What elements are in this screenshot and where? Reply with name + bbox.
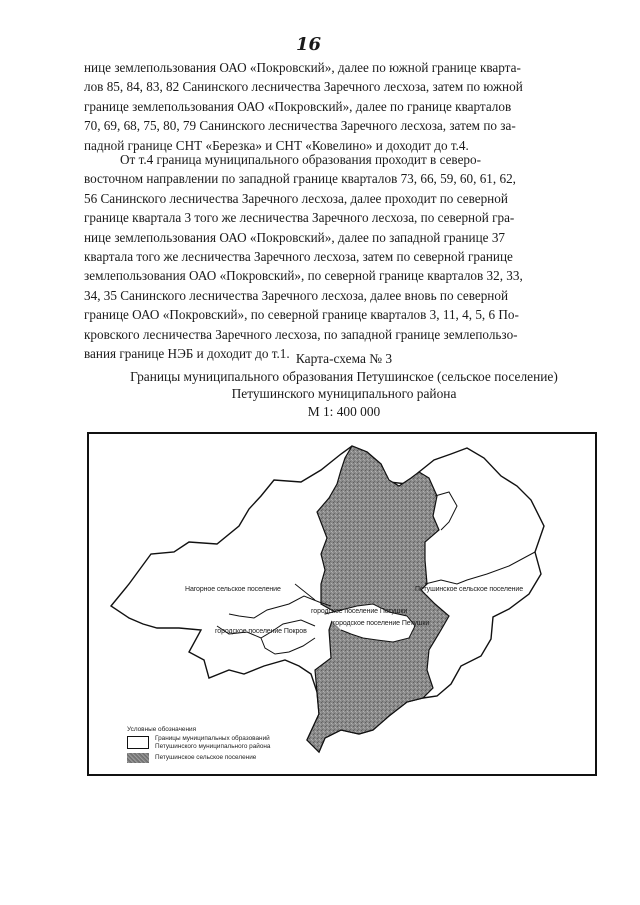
text-line: падной границе СНТ «Березка» и СНТ «Ковелино» и доходит до т.4.	[84, 137, 469, 153]
label-gorod-pokrov: городское поселение Покров	[215, 628, 307, 635]
legend-swatch-petushinskoe	[127, 753, 149, 763]
text-line: границе ОАО «Покровский», по северной границе кварталов 3, 11, 4, 5, 6 По-	[84, 307, 519, 323]
caption-subtitle: Границы муниципального образования Петушинское (сельское поселение)	[130, 368, 558, 384]
legend-boundary-label-1: Границы муниципальных образований	[155, 735, 270, 742]
caption-title: Карта-схема № 3	[295, 351, 393, 366]
text-line: 34, 35 Санинского лесничества Заречного лесхоза, далее вновь по северной	[84, 287, 509, 303]
map-drawing	[89, 434, 595, 774]
label-nagornoe: Нагорное сельское поселение	[185, 586, 281, 593]
text-line: От т.4 граница муниципального образования проходит в северо-	[120, 152, 482, 167]
text-line: кровского лесничества Заречного лесхоза, по западной границе землепользо-	[84, 326, 518, 342]
caption-scale: М 1: 400 000	[307, 403, 381, 419]
label-petushinskoe: Петушинское сельское поселение	[415, 586, 523, 593]
text-line: 70, 69, 68, 75, 80, 79 Санинского лесничества Заречного лесхоза, затем по за-	[84, 118, 516, 134]
text-line: лов 85, 84, 83, 82 Санинского лесничества Заречного лесхоза, затем по южной	[84, 79, 523, 95]
label-gorod-petushki-top: городское поселение Петушки	[311, 608, 408, 615]
legend-boundary-label-2: Петушинского муниципального района	[155, 743, 271, 750]
page-number: 16	[296, 34, 322, 55]
legend-swatch-boundary	[127, 736, 149, 749]
text-line: землепользования ОАО «Покровский», по северной границе кварталов 32, 33,	[84, 268, 523, 284]
label-gorod-petushki: городское поселение Петушки	[333, 620, 430, 627]
map-scheme	[87, 432, 597, 776]
legend-title: Условные обозначения	[127, 726, 197, 733]
map-caption	[84, 350, 604, 420]
text-line: границе квартала 3 того же лесничества Заречного лесхоза, по северной гра-	[84, 210, 515, 226]
text-line: нице землепользования ОАО «Покровский», далее по западной границе 37	[84, 229, 506, 245]
text-line: 56 Санинского лесничества Заречного лесхоза, далее проходит по северной	[84, 190, 508, 206]
paragraph-2	[84, 150, 604, 363]
text-line: квартала того же лесничества Заречного лесхоза, затем по северной границе	[84, 249, 513, 265]
legend-petushinskoe-label: Петушинское сельское поселение	[155, 754, 257, 761]
paragraph-1	[84, 58, 604, 155]
text-line: вания границе НЭБ и доходит до т.1.	[84, 346, 290, 362]
caption-district: Петушинского муниципального района	[231, 386, 457, 401]
text-line: восточном направлении по западной границе кварталов 73, 66, 59, 60, 61, 62,	[84, 171, 516, 187]
text-line: границе землепользования ОАО «Покровский», далее по границе кварталов	[84, 98, 512, 114]
text-line: нице землепользования ОАО «Покровский», далее по южной границе кварта-	[84, 60, 521, 75]
